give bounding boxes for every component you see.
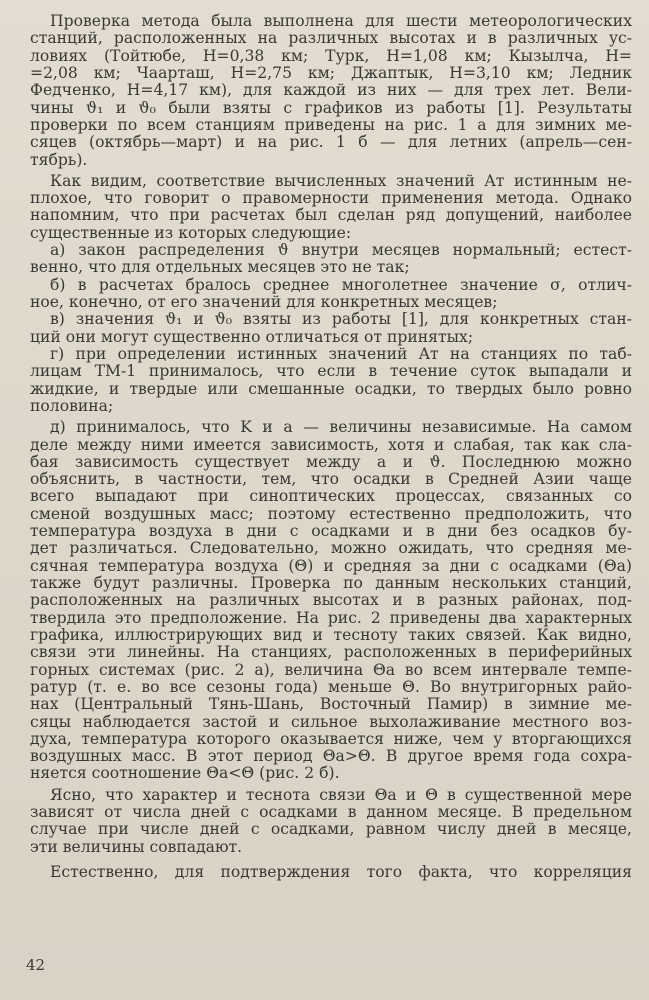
text-line: станций, расположенных на различных высотах и в различных ус-: [30, 30, 632, 48]
text-line: Ясно, что характер и теснота связи Θa и Θ в существенной мере: [50, 786, 632, 804]
text-line: жидкие, и твердые или смешанные осадки, то твердых было ровно: [30, 380, 632, 398]
text-line: Как видим, соответствие вычисленных значений Aт истинным не-: [50, 172, 632, 190]
text-line: случае при числе дней с осадками, равном числу дней в месяце,: [30, 821, 632, 839]
text-line: сячная температура воздуха (Θ) и средняя за дни с осадками (Θa): [30, 557, 632, 575]
text-line: напомним, что при расчетах был сделан ряд допущений, наиболее: [30, 207, 632, 225]
assumption-a: [30, 242, 632, 277]
text-line: всего выпадают при синоптических процессах, связанных со: [30, 488, 632, 506]
text-line: Проверка метода была выполнена для шести метеорологических: [50, 13, 632, 30]
paragraph-conclusion: [30, 864, 632, 881]
text-line: венно, что для отдельных месяцев это не так;: [30, 259, 410, 277]
text-line: зависят от числа дней с осадками в данном месяце. В предельном: [30, 804, 632, 822]
text-line: существенные из которых следующие:: [30, 224, 352, 242]
text-line: связи эти линейны. На станциях, расположенных в периферийных: [30, 644, 632, 662]
text-line: в) значения ϑ₁ и ϑ₀ взяты из работы [1], для конкретных стан-: [50, 311, 632, 329]
text-line: ловиях (Тойтюбе, H=0,38 км; Турк, H=1,08 км; Кызылча, H=: [30, 47, 632, 65]
text-line: половина;: [30, 397, 114, 415]
body-text: [30, 13, 632, 881]
text-line: б) в расчетах бралось среднее многолетнее значение σ, отлич-: [50, 276, 632, 294]
text-line: Естественно, для подтверждения того факта, что корреляция: [50, 864, 632, 881]
text-line: ций они могут существенно отличаться от принятых;: [30, 328, 474, 346]
text-line: горных системах (рис. 2 а), величина Θa во всем интервале темпе-: [30, 661, 632, 679]
text-line: нах (Центральный Тянь-Шань, Восточный Памир) в зимние ме-: [30, 696, 632, 714]
text-line: ное, конечно, от его значений для конкретных месяцев;: [30, 294, 498, 311]
text-line: =2,08 км; Чаарташ, H=2,75 км; Джаптык, H=3,10 км; Ледник: [30, 64, 632, 82]
text-line: графика, иллюстрирующих вид и тесноту таких связей. Как видно,: [30, 626, 632, 644]
text-line: сяцев (октябрь—март) и на рис. 1 б — для летних (апрель—сен-: [30, 134, 632, 152]
text-line: сменой воздушных масс; поэтому естественно предположить, что: [30, 505, 632, 523]
text-line: тябрь).: [30, 151, 88, 169]
assumption-b: [30, 277, 632, 312]
text-line: лицам ТМ-1 принималось, что если в течение суток выпадали и: [30, 363, 632, 381]
text-line: расположенных на различных высотах и в разных районах, под-: [30, 592, 632, 610]
text-line: д) принималось, что K и a — величины независимые. На самом: [50, 419, 632, 437]
paragraph-correlation: [30, 787, 632, 856]
paragraph-assumptions-intro: [30, 173, 632, 242]
text-line: проверки по всем станциям приведены на рис. 1 а для зимних ме-: [30, 116, 632, 134]
text-line: деле между ними имеется зависимость, хотя и слабая, так как сла-: [30, 436, 632, 454]
text-line: эти величины совпадают.: [30, 838, 243, 856]
text-line: плохое, что говорит о правомерности применения метода. Однако: [30, 190, 632, 208]
assumption-v: [30, 311, 632, 346]
text-line: также будут различны. Проверка по данным нескольких станций,: [30, 575, 632, 592]
text-line: г) при определении истинных значений Aт на станциях по таб-: [50, 345, 632, 363]
text-line: бая зависимость существует между a и ϑ. Последнюю можно: [30, 453, 632, 471]
text-line: Федченко, H=4,17 км), для каждой из них — для трех лет. Вели-: [30, 82, 632, 100]
text-line: чины ϑ₁ и ϑ₀ были взяты с графиков из работы [1]. Результаты: [30, 99, 632, 117]
text-line: объяснить, в частности, тем, что осадки в Средней Азии чаще: [30, 471, 632, 489]
assumption-g: [30, 346, 632, 415]
paragraph-verification: [30, 13, 632, 169]
text-line: температура воздуха в дни с осадками и в дни без осадков бу-: [30, 523, 632, 541]
text-line: ратур (т. е. во все сезоны года) меньше Θ. Во внутригорных райо-: [30, 678, 632, 696]
text-line: воздушных масс. В этот период Θa>Θ. В другое время года сохра-: [30, 748, 632, 766]
page-number: 42: [26, 956, 46, 974]
assumption-d: [30, 419, 632, 783]
text-line: дет различаться. Следовательно, можно ожидать, что средняя ме-: [30, 540, 632, 558]
text-line: твердила это предположение. На рис. 2 приведены два характерных: [30, 609, 632, 627]
text-line: а) закон распределения ϑ внутри месяцев нормальный; естест-: [50, 242, 632, 260]
text-line: няется соотношение Θa<Θ (рис. 2 б).: [30, 765, 340, 783]
text-line: сяцы наблюдается застой и сильное выхолаживание местного воз-: [30, 713, 632, 731]
text-line: духа, температура которого оказывается ниже, чем у вторгающихся: [30, 730, 632, 748]
